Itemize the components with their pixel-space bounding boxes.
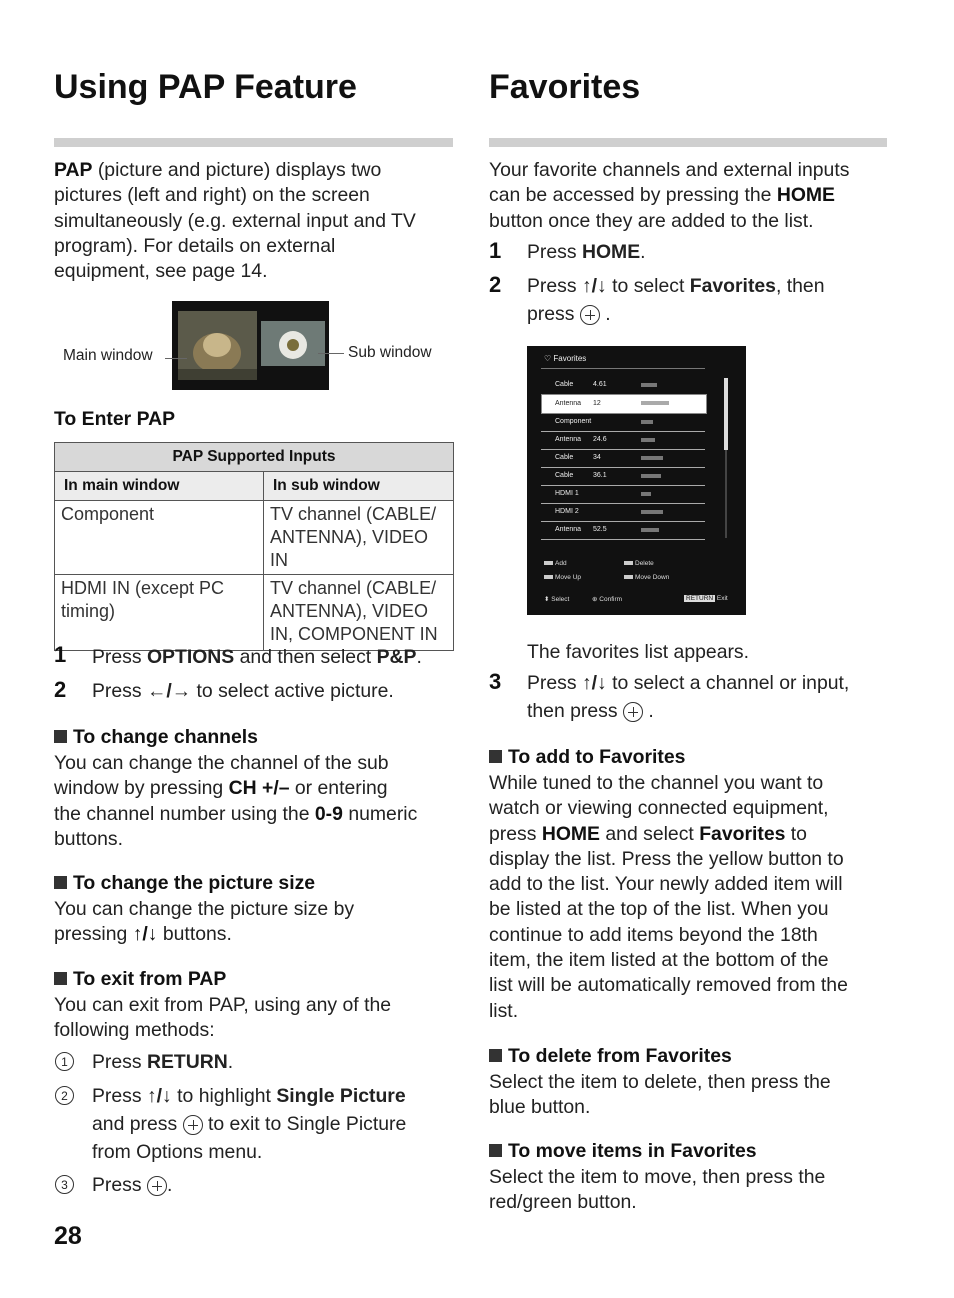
enter-button-icon [147, 1176, 167, 1196]
list-item: Antenna 24.6 [541, 431, 705, 450]
footer-select: ⬍ Select [544, 596, 570, 603]
footer-confirm: ⊕ Confirm [592, 596, 623, 603]
exit-method-2: Press ↑/↓ to highlight Single Picture and press to exit to Single Picture from Options menu. [92, 1085, 407, 1163]
up-down-arrows-icon: ↑/↓ [132, 923, 158, 946]
fav-step-2: Press ↑/↓ to select Favorites, then press . [527, 275, 825, 325]
left-right-arrows-icon: ←/→ [146, 680, 192, 702]
favorites-screen [527, 346, 746, 615]
favorites-intro: Your favorite channels and external inputs can be accessed by pressing the HOME button once they are added to the list. [489, 159, 850, 232]
pap-illustration [172, 301, 329, 390]
exit-pap-heading: To exit from PAP [54, 968, 226, 991]
list-item: Component [541, 413, 705, 432]
footer-exit: RETURN Exit [686, 595, 728, 602]
enter-button-icon [580, 305, 600, 325]
yellow-button-icon [544, 561, 553, 565]
pap-step-2-number: 2 [54, 677, 67, 702]
main-window-leader [165, 358, 187, 359]
confirm-button-icon: ⊕ [592, 596, 598, 603]
heart-icon: ♡ [544, 354, 552, 363]
list-item: Cable 36.1 [541, 467, 705, 486]
list-item: HDMI 1 [541, 485, 705, 504]
enter-pap-heading: To Enter PAP [54, 408, 176, 430]
list-appears-text: The favorites list appears. [527, 641, 750, 663]
fav-step-3: Press ↑/↓ to select a channel or input, then press . [527, 672, 850, 722]
square-bullet-icon [54, 730, 67, 743]
favorites-title: Favorites [489, 68, 641, 106]
pap-inputs-table [54, 442, 454, 651]
method-3-number: 3 [55, 1175, 74, 1194]
legend-move-up: Move Up [544, 574, 581, 581]
square-bullet-icon [489, 750, 502, 763]
change-channels-text: You can change the channel of the sub window by pressing CH +/– or entering the channel number using the 0-9 numeric buttons. [54, 752, 418, 850]
list-item: Cable 4.61 [541, 376, 705, 395]
favorites-title-rule [489, 138, 887, 147]
pap-step-2: Press ←/→ to select active picture. [92, 680, 394, 702]
legend-add: Add [544, 560, 567, 567]
fav-step-2-number: 2 [489, 272, 502, 297]
pap-intro: PAP (picture and picture) displays two pictures (left and right) on the screen simultaneously (e.g. external input and TV program). For details on external equipment, see page 14. [54, 159, 416, 283]
change-size-heading: To change the picture size [54, 872, 315, 895]
enter-button-icon [183, 1115, 203, 1135]
pap-screens-image [172, 301, 329, 390]
method-2-number: 2 [55, 1086, 74, 1105]
pap-step-1: Press OPTIONS and then select P&P. [92, 646, 422, 668]
sub-window-label: Sub window [348, 344, 432, 361]
screen-divider [541, 368, 705, 369]
table-row: Component TV channel (CABLE/ ANTENNA), VIDEO IN [55, 501, 454, 575]
up-down-arrows-icon: ↑/↓ [581, 275, 607, 297]
legend-move-down: Move Down [624, 574, 669, 581]
move-favorites-text: Select the item to move, then press the red/green button. [489, 1166, 826, 1214]
delete-favorites-heading: To delete from Favorites [489, 1045, 732, 1068]
enter-button-icon [623, 702, 643, 722]
list-item: Cable 34 [541, 449, 705, 468]
page-number: 28 [54, 1222, 82, 1250]
list-item-selected: Antenna 12 [541, 394, 707, 414]
select-arrows-icon: ⬍ [544, 596, 550, 603]
add-favorites-text: While tuned to the channel you want to watch or viewing connected equipment, press HOME and select Favorites to display the list. Press the yellow button to add to the list. Your newly added item will be listed at the top of the list. When you continue to add items beyond the 18th item, the item listed at the bottom of the list will be automatically removed from the list. [489, 772, 848, 1022]
fav-step-3-number: 3 [489, 669, 502, 694]
exit-method-1: Press RETURN. [92, 1051, 234, 1073]
square-bullet-icon [54, 876, 67, 889]
table-header-main: In main window [55, 472, 264, 501]
table-header-sub: In sub window [264, 472, 454, 501]
red-button-icon [544, 575, 553, 579]
list-scrollbar-thumb[interactable] [724, 378, 728, 450]
add-favorites-heading: To add to Favorites [489, 746, 685, 769]
table-caption: PAP Supported Inputs [55, 443, 454, 472]
exit-pap-text: You can exit from PAP, using any of the following methods: [54, 994, 392, 1042]
green-button-icon [624, 575, 633, 579]
sub-window-leader [318, 353, 344, 354]
screen-title: ♡ Favorites [544, 354, 587, 363]
up-down-arrows-icon: ↑/↓ [581, 672, 607, 694]
main-window-label: Main window [63, 347, 153, 364]
change-size-text: You can change the picture size by pressing ↑/↓ buttons. [54, 898, 355, 946]
square-bullet-icon [54, 972, 67, 985]
fav-step-1: Press HOME. [527, 241, 646, 263]
delete-favorites-text: Select the item to delete, then press the blue button. [489, 1071, 831, 1119]
pap-bold: PAP [54, 159, 93, 181]
change-channels-heading: To change channels [54, 726, 258, 749]
pap-title-rule [54, 138, 453, 147]
list-item: HDMI 2 [541, 503, 705, 522]
up-down-arrows-icon: ↑/↓ [146, 1085, 172, 1107]
list-item: Antenna 52.5 [541, 521, 705, 540]
pap-title: Using PAP Feature [54, 68, 357, 106]
square-bullet-icon [489, 1144, 502, 1157]
blue-button-icon [624, 561, 633, 565]
exit-method-3: Press . [92, 1174, 173, 1196]
return-key: RETURN [686, 595, 714, 602]
pap-step-1-number: 1 [54, 642, 67, 667]
square-bullet-icon [489, 1049, 502, 1062]
table-row: HDMI IN (except PC timing) TV channel (CABLE/ ANTENNA), VIDEO IN, COMPONENT IN [55, 575, 454, 651]
method-1-number: 1 [55, 1052, 74, 1071]
legend-delete: Delete [624, 560, 654, 567]
move-favorites-heading: To move items in Favorites [489, 1140, 757, 1163]
fav-step-1-number: 1 [489, 238, 502, 263]
